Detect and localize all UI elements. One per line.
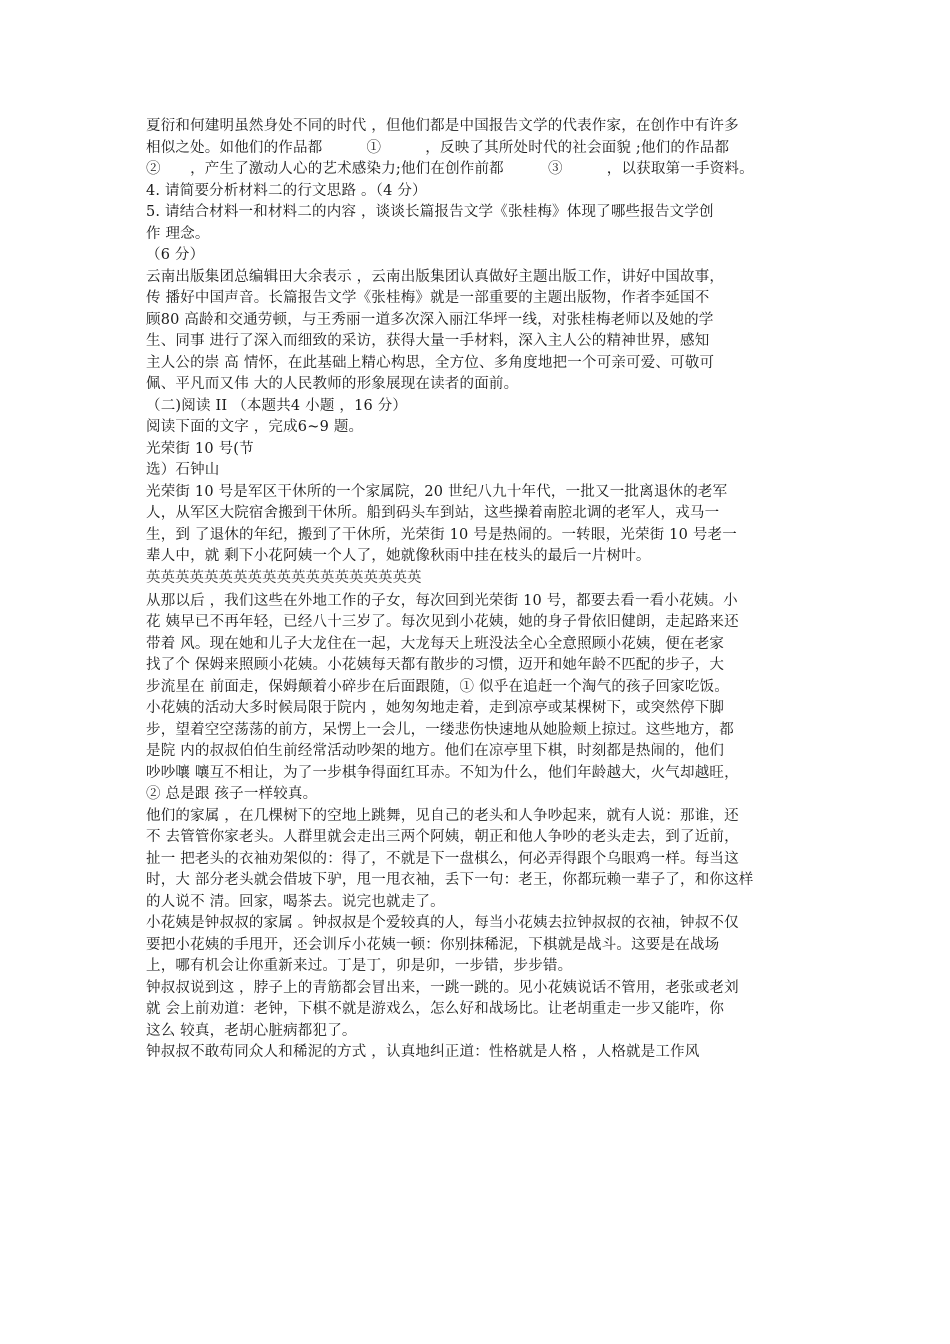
text-line: 夏衍和何建明虽然身处不同的时代 ，但他们都是中国报告文学的代表作家，在创作中有许多: [146, 118, 739, 134]
zhang-guimei-paragraph: [146, 267, 818, 396]
question-4: [146, 181, 818, 203]
text-line: ② 总是跟 孩子一样较真。: [146, 786, 318, 802]
intro-paragraph: [146, 116, 818, 181]
text-line: 生，到 了退休的年纪，搬到了干休所，光荣街 10 号是热闹的。一转眼，光荣街 10 号老一: [146, 526, 737, 543]
text-line: 5. 请结合材料一和材料二的内容 ，谈谈长篇报告文学《张桂梅》体现了哪些报告文学创: [146, 204, 714, 220]
section-heading: [146, 396, 818, 439]
text-line: 佩、平凡而又伟 大的人民教师的形象展现在读者的面前。: [146, 376, 519, 392]
text-line: （6 分）: [146, 247, 205, 263]
story-paragraph-3: [146, 698, 818, 806]
story-paragraph-6: [146, 978, 818, 1043]
section-title: （二)阅读 II （本题共4 小题 ，16 分）: [146, 397, 408, 414]
text-line: 相似之处。如他们的作品都 ① ，反映了其所处时代的社会面貌 ;他们的作品都: [146, 139, 730, 156]
story-title-line: 光荣街 10 号(节: [146, 440, 254, 457]
story-paragraph-1: [146, 482, 818, 586]
text-line: 这么 较真，老胡心脏病都犯了。: [146, 1022, 357, 1039]
text-line: 作 理念。: [146, 225, 210, 242]
text-line: 光荣街 10 号是军区干休所的一个家属院，20 世纪八九十年代，一批又一批离退休的老军: [146, 483, 728, 500]
text-line: ② ，产生了激动人心的艺术感染力;他们在创作前都 ③ ，以获取第一手资料。: [146, 161, 754, 177]
text-line: 钟叔叔不敢苟同众人和稀泥的方式 ，认真地纠正道：性格就是人格 ，人格就是工作风: [146, 1044, 700, 1060]
text-line: 生、同事 进行了深入而细致的采访，获得大量一手材料，深入主人公的精神世界，感知: [146, 333, 710, 349]
text-line: 带着 风。现在她和儿子大龙住在一起，大龙每天上班没法全心全意照顾小花姨，便在老家: [146, 635, 725, 652]
document-body: [146, 116, 818, 1064]
text-line: 找了个 保姆来照顾小花姨。小花姨每天都有散步的习惯，迈开和她年龄不匹配的步子，大: [146, 657, 725, 673]
text-line: 人，从军区大院宿舍搬到干休所。船到码头车到站，这些操着南腔北调的老军人，戎马一: [146, 505, 720, 521]
text-line: 顾80 高龄和交通劳顿，与王秀丽一道多次深入丽江华坪一线，对张桂梅老师以及她的学: [146, 311, 714, 328]
text-line: 是院 内的叔叔伯伯生前经常活动吵架的地方。他们在凉亭里下棋，时刻都是热闹的，他们: [146, 743, 725, 759]
text-line: 花 姨早已不再年轻，已经八十三岁了。每次见到小花姨，她的身子骨依旧健朗，走起路来还: [146, 614, 739, 630]
text-line: 钟叔叔说到这 ，脖子上的青筋都会冒出来，一跳一跳的。见小花姨说话不管用，老张或老刘: [146, 979, 739, 996]
text-line: 不 去管管你家老头。人群里就会走出三两个阿姨，朝正和他人争吵的老头走去，到了近前，: [146, 829, 739, 845]
story-author-line: 选）石钟山: [146, 462, 220, 478]
text-line: 他们的家属 ，在几棵树下的空地上跳舞，见自己的老头和人争吵起来，就有人说：那谁，还: [146, 807, 739, 824]
text-line: 的人说不 清。回家，喝茶去。说完也就走了。: [146, 893, 445, 910]
text-line: 主人公的崇 高 情怀，在此基础上精心构思，全方位、多角度地把一个可亲可爱、可敬可: [146, 354, 715, 371]
text-line: 扯一 把老头的衣袖劝架似的：得了，不就是下一盘棋么，何必弄得跟个乌眼鸡一样。每当这: [146, 850, 739, 867]
story-paragraph-4: [146, 806, 818, 914]
story-paragraph-7: [146, 1042, 818, 1064]
text-line: 要把小花姨的手甩开，还会训斥小花姨一顿：你别抹稀泥，下棋就是战斗。这要是在战场: [146, 936, 720, 953]
text-line: 小花姨是钟叔叔的家属 。钟叔叔是个爱较真的人，每当小花姨去拉钟叔叔的衣袖，钟叔不仅: [146, 915, 739, 931]
cut-off-line: 英英英英英英英英英英英英英英英英英英英: [146, 569, 422, 586]
question-5: [146, 202, 818, 267]
text-line: 吵吵嚷 嚷互不相让，为了一步棋争得面红耳赤。不知为什么，他们年龄越大，火气却越旺，: [146, 764, 739, 781]
story-paragraph-2: [146, 591, 818, 699]
section-instruction: 阅读下面的文字 ，完成6~9 题。: [146, 419, 364, 435]
text-line: 就 会上前劝道：老钟，下棋不就是游戏么，怎么好和战场比。让老胡重走一步又能咋，你: [146, 1001, 725, 1017]
text-line: 上，哪有机会让你重新来过。丁是丁，卯是卯，一步错，步步错。: [146, 958, 573, 974]
text-line: 小花姨的活动大多时候局限于院内 ，她匆匆地走着，走到凉亭或某棵树下，或突然停下脚: [146, 700, 725, 716]
text-line: 云南出版集团总编辑田大余表示 ，云南出版集团认真做好主题出版工作，讲好中国故事，: [146, 268, 725, 285]
text-line: 时，大 部分老头就会借坡下驴，甩一甩衣袖，丢下一句：老王，你都玩赖一辈子了，和你这样: [146, 872, 754, 888]
story-title: [146, 439, 818, 482]
story-paragraph-5: [146, 913, 818, 978]
text-line: 4. 请简要分析材料二的行文思路 。（4 分）: [146, 182, 427, 199]
text-line: 从那以后 ，我们这些在外地工作的子女，每次回到光荣街 10 号，都要去看一看小花姨。小: [146, 592, 738, 609]
text-line: 步流星在 前面走，保姆颠着小碎步在后面跟随，① 似乎在追赶一个淘气的孩子回家吃饭。: [146, 678, 729, 695]
text-line: 传 播好中国声音。长篇报告文学《张桂梅》就是一部重要的主题出版物，作者李延国不: [146, 290, 710, 306]
text-line: 步，望着空空荡荡的前方，呆愣上一会儿，一缕悲伤快速地从她脸颊上掠过。这些地方，都: [146, 721, 734, 738]
text-line: 辈人中，就 剩下小花阿姨一个人了，她就像秋雨中挂在枝头的最后一片树叶。: [146, 548, 651, 564]
